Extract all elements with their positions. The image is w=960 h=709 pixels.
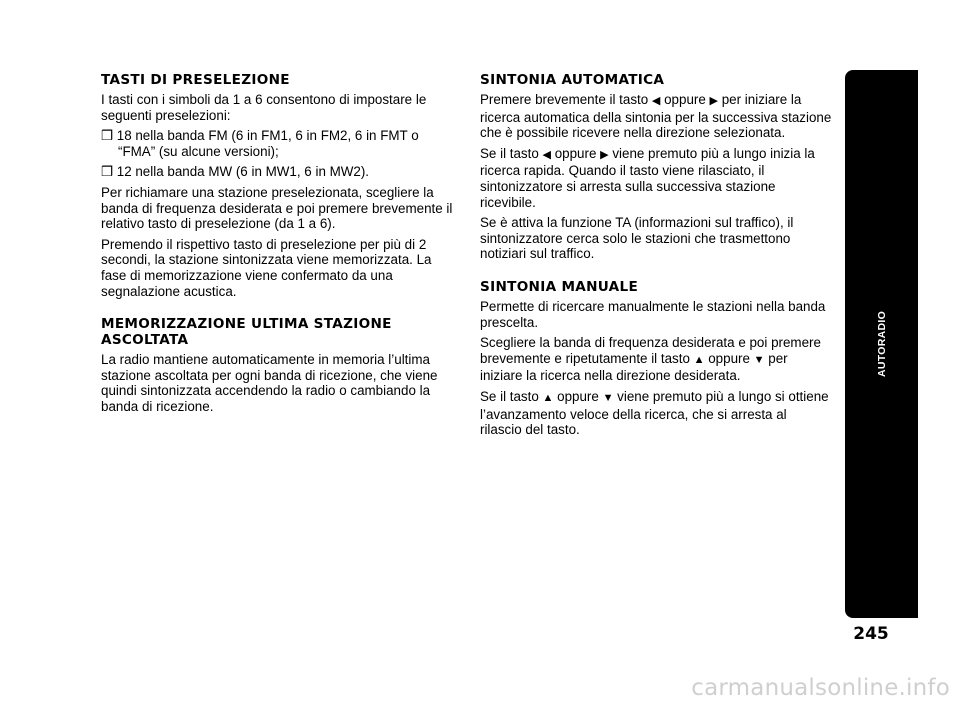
- bullet-item: ❒ 18 nella banda FM (6 in FM1, 6 in FM2, 6 in FMT o “FMA” (su alcune versioni);: [101, 128, 419, 159]
- page-number: 245: [853, 624, 889, 644]
- triangle-down-icon: ▼: [753, 353, 765, 366]
- checkbox-bullet-icon: ❒: [101, 128, 114, 144]
- paragraph: La radio mantiene automaticamente in memoria l’ultima stazione ascoltata per ogni banda di ricezione, che viene quindi sintonizzata accendendo la radio o cambiando la banda di ricezione.: [101, 352, 438, 414]
- paragraph: Permette di ricercare manualmente le stazioni nella banda prescelta.: [480, 298, 826, 330]
- triangle-right-icon: ▶: [709, 95, 718, 107]
- triangle-left-icon: ◀: [651, 95, 661, 107]
- triangle-down-icon: ▼: [602, 391, 614, 404]
- checkbox-bullet-icon: ❒: [101, 164, 114, 180]
- chapter-tab-label: AUTORADIO: [875, 310, 888, 378]
- heading-manual-tuning: SINTONIA MANUALE: [480, 278, 639, 295]
- watermark-text: carmanualsonline.info: [691, 675, 950, 701]
- triangle-up-icon: ▲: [693, 353, 705, 366]
- paragraph: I tasti con i simboli da 1 a 6 consentono di impostare le seguenti preselezioni:: [101, 92, 427, 123]
- paragraph: Premendo il rispettivo tasto di preselezione per più di 2 secondi, la stazione sintonizzata viene memorizzata. La fase di memorizzazione viene confermato da una segnalazione acustica.: [101, 236, 432, 299]
- bullet-item: ❒ 12 nella banda MW (6 in MW1, 6 in MW2).: [101, 164, 370, 180]
- heading-preset-keys: TASTI DI PRESELEZIONE: [101, 72, 290, 88]
- heading-automatic-tuning: SINTONIA AUTOMATICA: [480, 72, 665, 88]
- triangle-up-icon: ▲: [542, 391, 554, 404]
- paragraph: Se il tasto ▲ oppure ▼ viene premuto più a lungo si ottiene l’avanzamento veloce della ricerca, che si arresta al rilascio del tasto.: [480, 388, 829, 438]
- heading-last-station-memory: MEMORIZZAZIONE ULTIMA STAZIONE ASCOLTATA: [101, 316, 392, 349]
- triangle-right-icon: ▶: [600, 148, 609, 161]
- right-column: [480, 72, 832, 443]
- paragraph: Per richiamare una stazione preselezionata, scegliere la banda di frequenza desiderata e poi premere brevemente il relativo tasto di preselezione (da 1 a 6).: [101, 184, 453, 232]
- paragraph: Se il tasto ◀ oppure ▶ viene premuto più a lungo inizia la ricerca rapida. Quando il tasto viene rilasciato, il sintonizzatore si arresta sulla successiva stazione ricevibile.: [480, 145, 815, 210]
- left-column: [101, 72, 453, 420]
- paragraph: Scegliere la banda di frequenza desiderata e poi premere brevemente e ripetutamente il tasto ▲ oppure ▼ per iniziare la ricerca nella direzione desiderata.: [480, 335, 821, 384]
- paragraph: Se è attiva la funzione TA (informazioni sul traffico), il sintonizzatore cerca solo le stazioni che trasmettono notiziari sul traffico.: [480, 215, 794, 262]
- chapter-side-tab: [845, 70, 918, 618]
- paragraph: Premere brevemente il tasto ◀ oppure ▶ per iniziare la ricerca automatica della sintonia per la successiva stazione che è possibile ricevere nella direzione selezionata.: [480, 92, 832, 141]
- triangle-left-icon: ◀: [542, 148, 551, 161]
